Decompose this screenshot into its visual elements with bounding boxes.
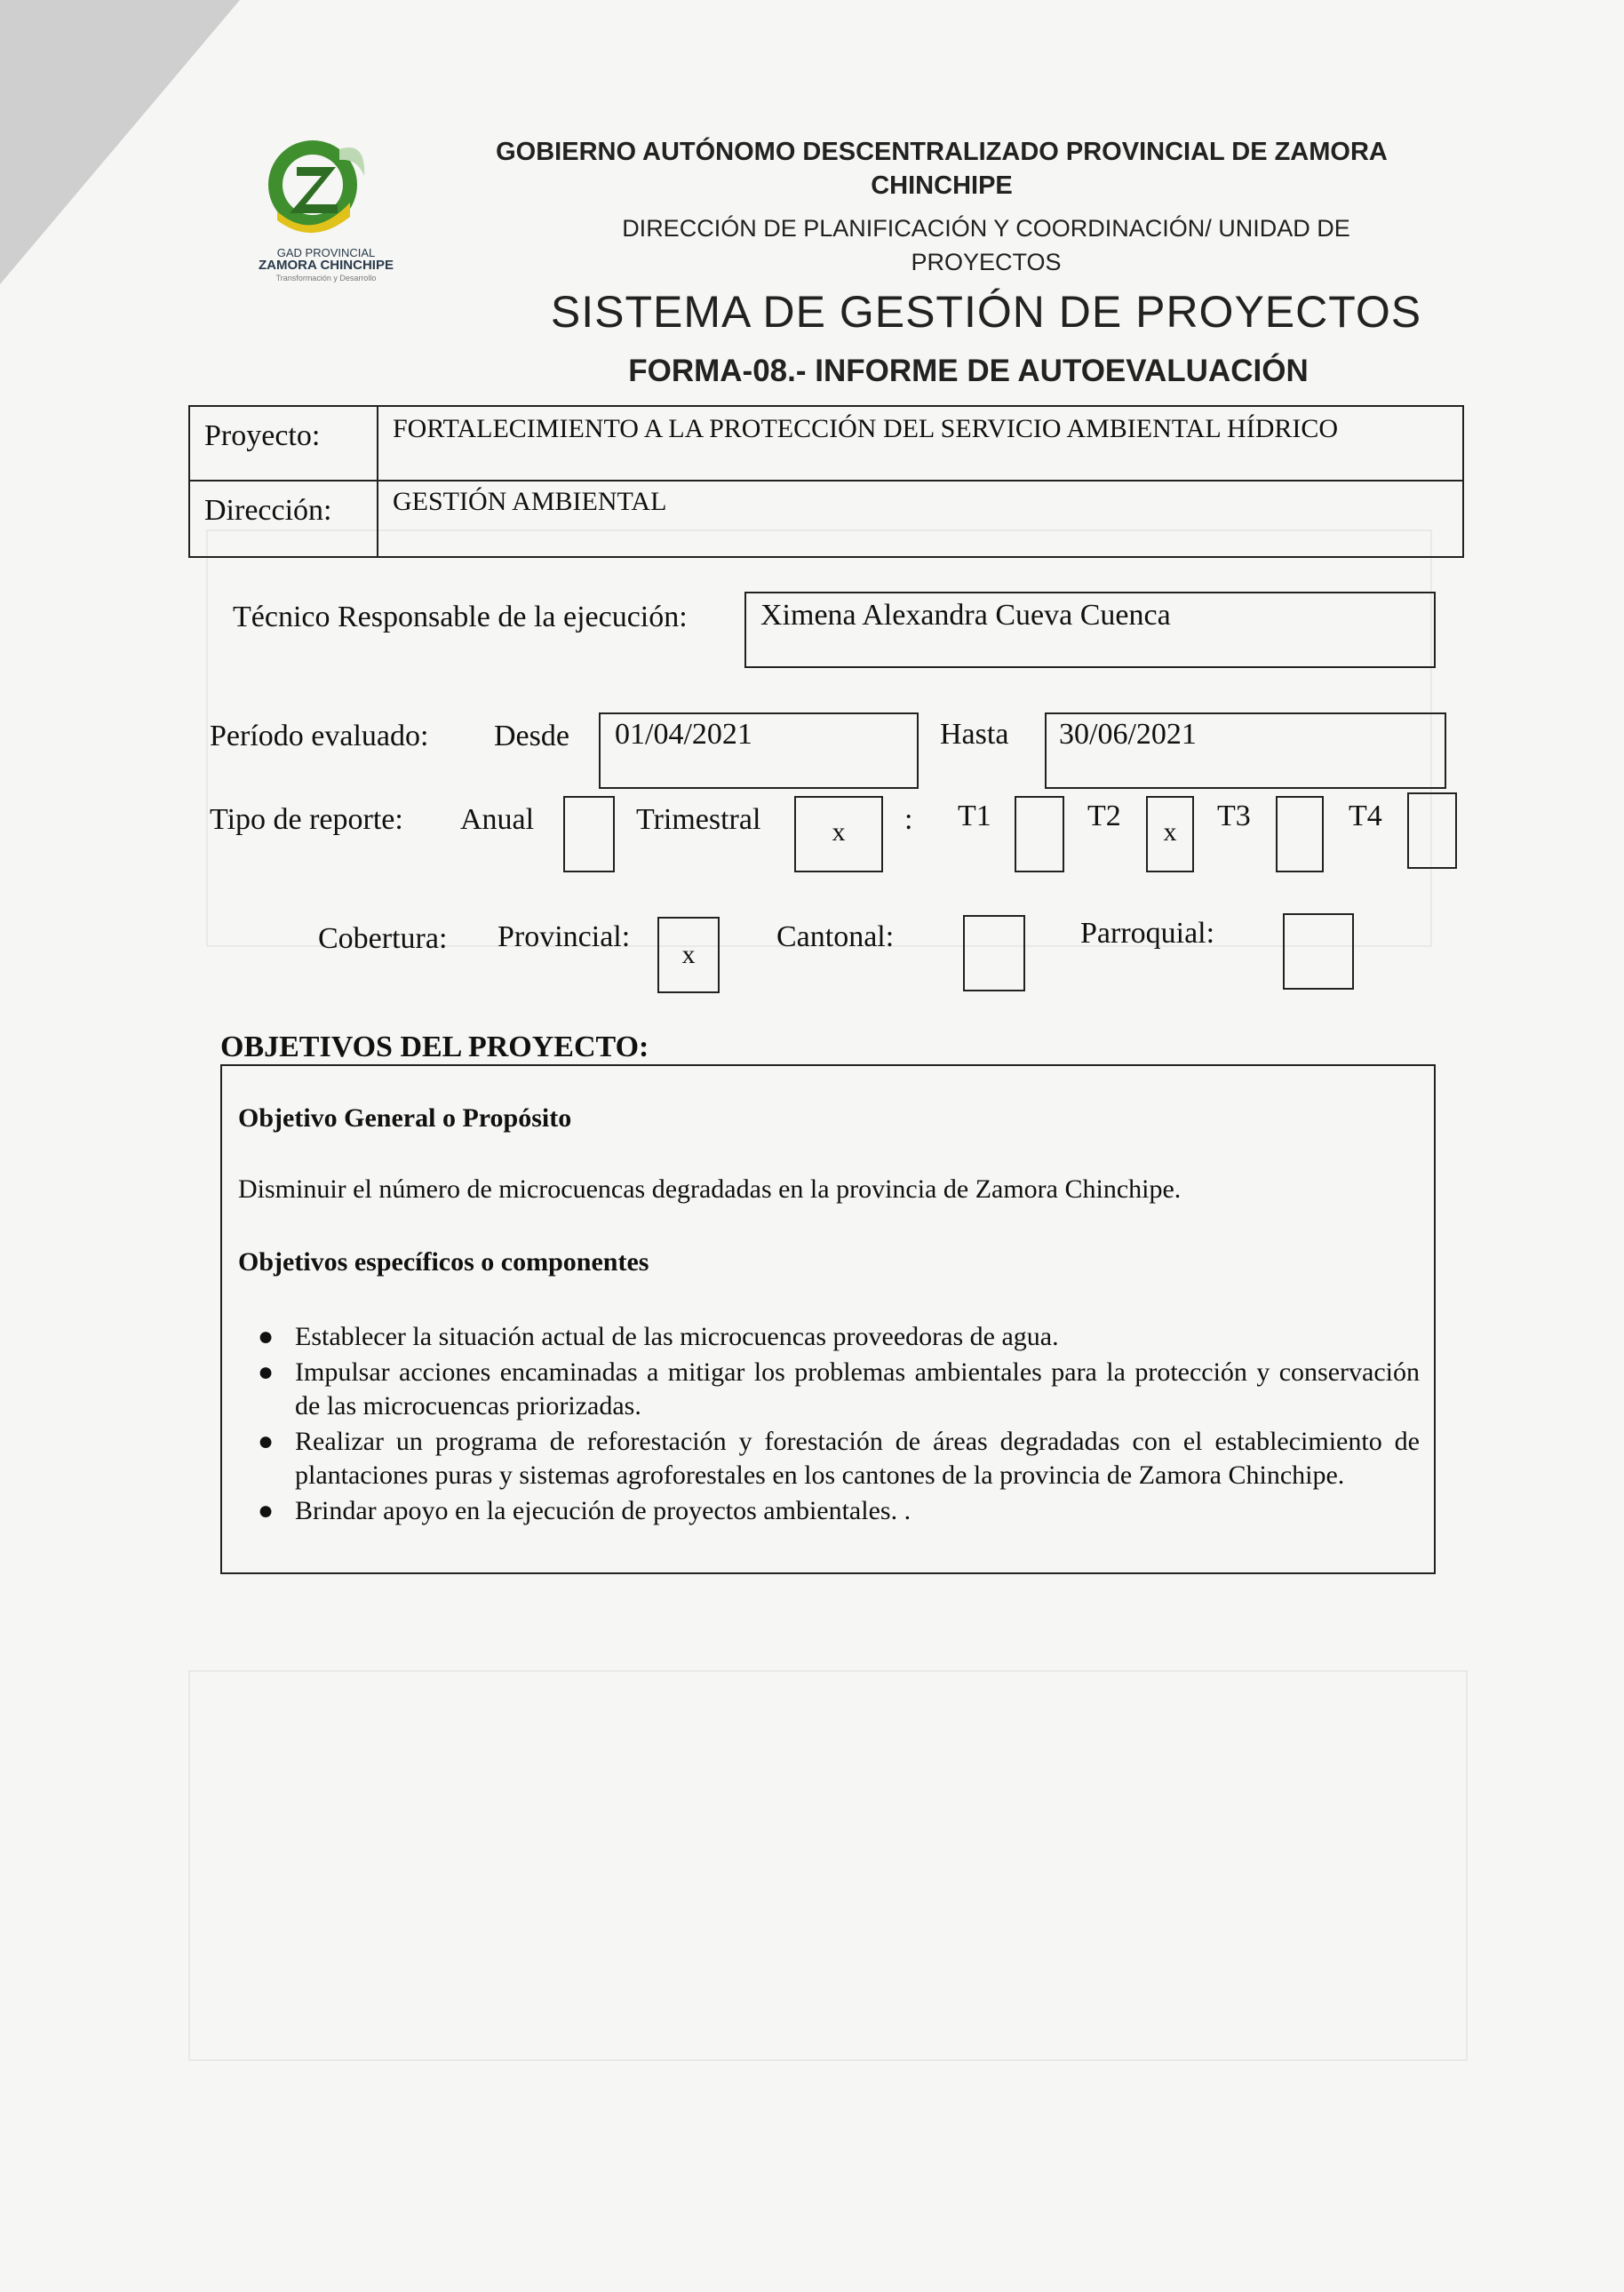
system-title: SISTEMA DE GESTIÓN DE PROYECTOS (550, 287, 1422, 337)
direction-value: GESTIÓN AMBIENTAL (393, 487, 667, 516)
list-item-text: Brindar apoyo en la ejecución de proyectos ambientales. . (295, 1496, 912, 1525)
specific-objectives-list (251, 1320, 1420, 1530)
direction-row (190, 481, 1462, 558)
report-type-label: Tipo de reporte: (210, 803, 403, 836)
period-from-value: 01/04/2021 (615, 718, 752, 751)
coverage-label: Cobertura: (318, 922, 448, 955)
t2-label: T2 (1087, 800, 1121, 832)
provincial-checkbox[interactable] (657, 917, 720, 993)
organization-line-1: GOBIERNO AUTÓNOMO DESCENTRALIZADO PROVINCIAL DE ZAMORA (496, 138, 1388, 166)
project-value: FORTALECIMIENTO A LA PROTECCIÓN DEL SERVICIO AMBIENTAL HÍDRICO (393, 414, 1339, 443)
general-objective-text: Disminuir el número de microcuencas degradadas en la provincia de Zamora Chinchipe. (238, 1174, 1182, 1204)
provincial-label: Provincial: (498, 920, 631, 953)
logo-emblem-icon (251, 131, 402, 247)
organization-line-2: CHINCHIPE (871, 171, 1013, 200)
logo-line-3: Transformación y Desarrollo (275, 274, 377, 283)
technician-value: Ximena Alexandra Cueva Cuenca (760, 599, 1171, 632)
bullet-icon: ● (258, 1357, 275, 1387)
objectives-title: OBJETIVOS DEL PROYECTO: (220, 1031, 649, 1063)
period-to-value: 30/06/2021 (1059, 718, 1197, 751)
t3-label: T3 (1217, 800, 1251, 832)
parish-checkbox[interactable] (1283, 913, 1354, 990)
project-row (190, 407, 1462, 481)
logo-line-1: GAD PROVINCIAL (276, 246, 376, 259)
t1-checkbox[interactable] (1015, 796, 1064, 872)
general-objective-heading: Objetivo General o Propósito (238, 1103, 572, 1133)
period-label: Período evaluado: (210, 720, 429, 752)
period-from-field[interactable] (599, 712, 919, 789)
quarterly-mark: x (832, 817, 846, 847)
list-item-text: Realizar un programa de reforestación y forestación de áreas degradadas con el establecimiento de plantaciones puras y sistemas agroforestales en los cantones de la provincia de Zamora Chinchipe. (295, 1427, 1420, 1490)
quarterly-label: Trimestral (636, 803, 761, 836)
department-name (533, 211, 1439, 279)
report-type-colon: : (904, 803, 913, 836)
department-line-2: PROYECTOS (911, 249, 1062, 275)
period-to-label: Hasta (940, 718, 1009, 751)
t3-checkbox[interactable] (1276, 796, 1324, 872)
department-line-1: DIRECCIÓN DE PLANIFICACIÓN Y COORDINACIÓN/ UNIDAD DE (622, 215, 1350, 242)
direction-label: Dirección: (204, 494, 332, 527)
quarterly-checkbox[interactable] (794, 796, 883, 872)
specific-objectives-heading: Objetivos específicos o componentes (238, 1247, 649, 1277)
t4-label: T4 (1349, 800, 1382, 832)
bullet-icon: ● (258, 1427, 275, 1456)
cantonal-label: Cantonal: (776, 920, 895, 953)
t1-label: T1 (958, 800, 991, 832)
folded-corner (0, 0, 240, 284)
period-from-label: Desde (494, 720, 569, 752)
provincial-mark: x (681, 940, 696, 969)
bullet-icon: ● (258, 1322, 275, 1351)
list-item (251, 1494, 1420, 1528)
annual-label: Anual (460, 803, 535, 836)
list-item-text: Impulsar acciones encaminadas a mitigar los problemas ambientales para la protección y conservación de las microcuencas priorizadas. (295, 1357, 1420, 1421)
form-title: FORMA-08.- INFORME DE AUTOEVALUACIÓN (628, 354, 1309, 388)
bleed-through-table (188, 1670, 1468, 2061)
t4-checkbox[interactable] (1407, 792, 1457, 869)
project-table (188, 405, 1464, 558)
cantonal-checkbox[interactable] (963, 915, 1025, 991)
technician-label: Técnico Responsable de la ejecución: (233, 601, 688, 633)
logo-line-2: ZAMORA CHINCHIPE (259, 258, 394, 273)
list-item (251, 1320, 1420, 1354)
gad-logo (251, 131, 402, 300)
parish-label: Parroquial: (1080, 917, 1215, 950)
list-item (251, 1356, 1420, 1423)
technician-field[interactable] (744, 592, 1436, 668)
t2-mark: x (1163, 817, 1177, 847)
list-item-text: Establecer la situación actual de las microcuencas proveedoras de agua. (295, 1322, 1059, 1351)
project-label: Proyecto: (204, 419, 321, 452)
annual-checkbox[interactable] (563, 796, 615, 872)
logo-caption (251, 247, 402, 284)
t2-checkbox[interactable] (1146, 796, 1194, 872)
organization-name (462, 135, 1421, 203)
list-item (251, 1425, 1420, 1492)
bullet-icon: ● (258, 1496, 275, 1525)
period-to-field[interactable] (1045, 712, 1446, 789)
